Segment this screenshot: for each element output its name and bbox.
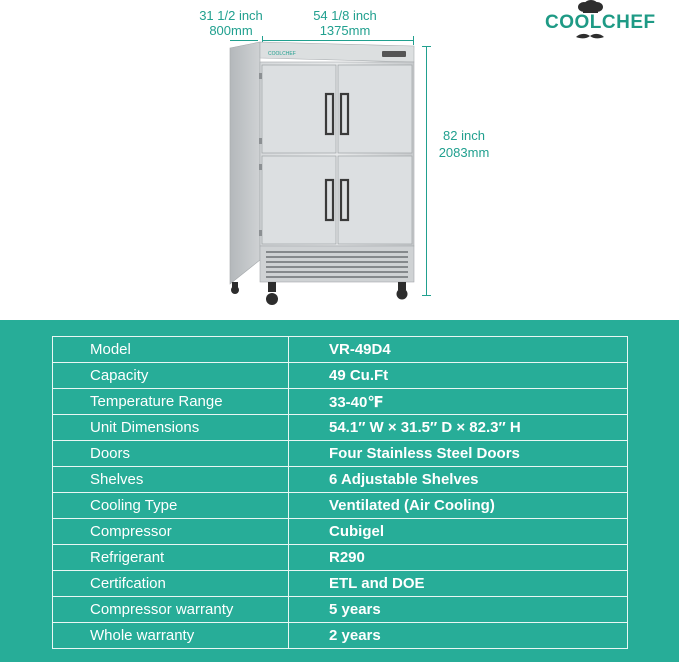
spec-label: Unit Dimensions <box>53 415 289 441</box>
table-row <box>53 597 628 623</box>
spec-label: Refrigerant <box>53 545 289 571</box>
spec-label: Compressor warranty <box>53 597 289 623</box>
spec-value: VR-49D4 <box>289 337 628 363</box>
spec-label: Whole warranty <box>53 623 289 649</box>
spec-value: 33-40℉ <box>289 389 628 415</box>
table-row <box>53 493 628 519</box>
spec-value: 2 years <box>289 623 628 649</box>
door-logo-text: COOLCHEF <box>268 51 296 57</box>
table-row <box>53 389 628 415</box>
spec-value: R290 <box>289 545 628 571</box>
height-label-mm: 2083mm <box>438 145 490 160</box>
depth-label-inch: 31 1/2 inch <box>199 8 263 23</box>
spec-label: Cooling Type <box>53 493 289 519</box>
spec-label: Doors <box>53 441 289 467</box>
table-row <box>53 337 628 363</box>
spec-value: ETL and DOE <box>289 571 628 597</box>
width-label-inch: 54 1/8 inch <box>313 8 377 23</box>
spec-value: Four Stainless Steel Doors <box>289 441 628 467</box>
table-row <box>53 363 628 389</box>
spec-table <box>52 336 628 649</box>
spec-value: Ventilated (Air Cooling) <box>289 493 628 519</box>
spec-label: Model <box>53 337 289 363</box>
product-image-area <box>0 0 679 320</box>
spec-value: 49 Cu.Ft <box>289 363 628 389</box>
table-row <box>53 441 628 467</box>
refrigerator-illustration <box>222 38 427 308</box>
mustache-icon <box>575 33 605 41</box>
table-row <box>53 545 628 571</box>
table-row <box>53 519 628 545</box>
spec-label: Compressor <box>53 519 289 545</box>
table-row <box>53 571 628 597</box>
spec-label: Shelves <box>53 467 289 493</box>
spec-value: Cubigel <box>289 519 628 545</box>
spec-value: 5 years <box>289 597 628 623</box>
table-row <box>53 623 628 649</box>
table-row <box>53 467 628 493</box>
brand-logo <box>545 0 665 42</box>
depth-label-mm: 800mm <box>209 23 253 38</box>
spec-label: Certifcation <box>53 571 289 597</box>
spec-value: 6 Adjustable Shelves <box>289 467 628 493</box>
spec-label: Temperature Range <box>53 389 289 415</box>
width-label-mm: 1375mm <box>319 23 371 38</box>
spec-value: 54.1″ W × 31.5″ D × 82.3″ H <box>289 415 628 441</box>
brand-name: COOLCHEF <box>545 12 656 33</box>
table-row <box>53 415 628 441</box>
height-label-inch: 82 inch <box>443 128 485 143</box>
spec-label: Capacity <box>53 363 289 389</box>
